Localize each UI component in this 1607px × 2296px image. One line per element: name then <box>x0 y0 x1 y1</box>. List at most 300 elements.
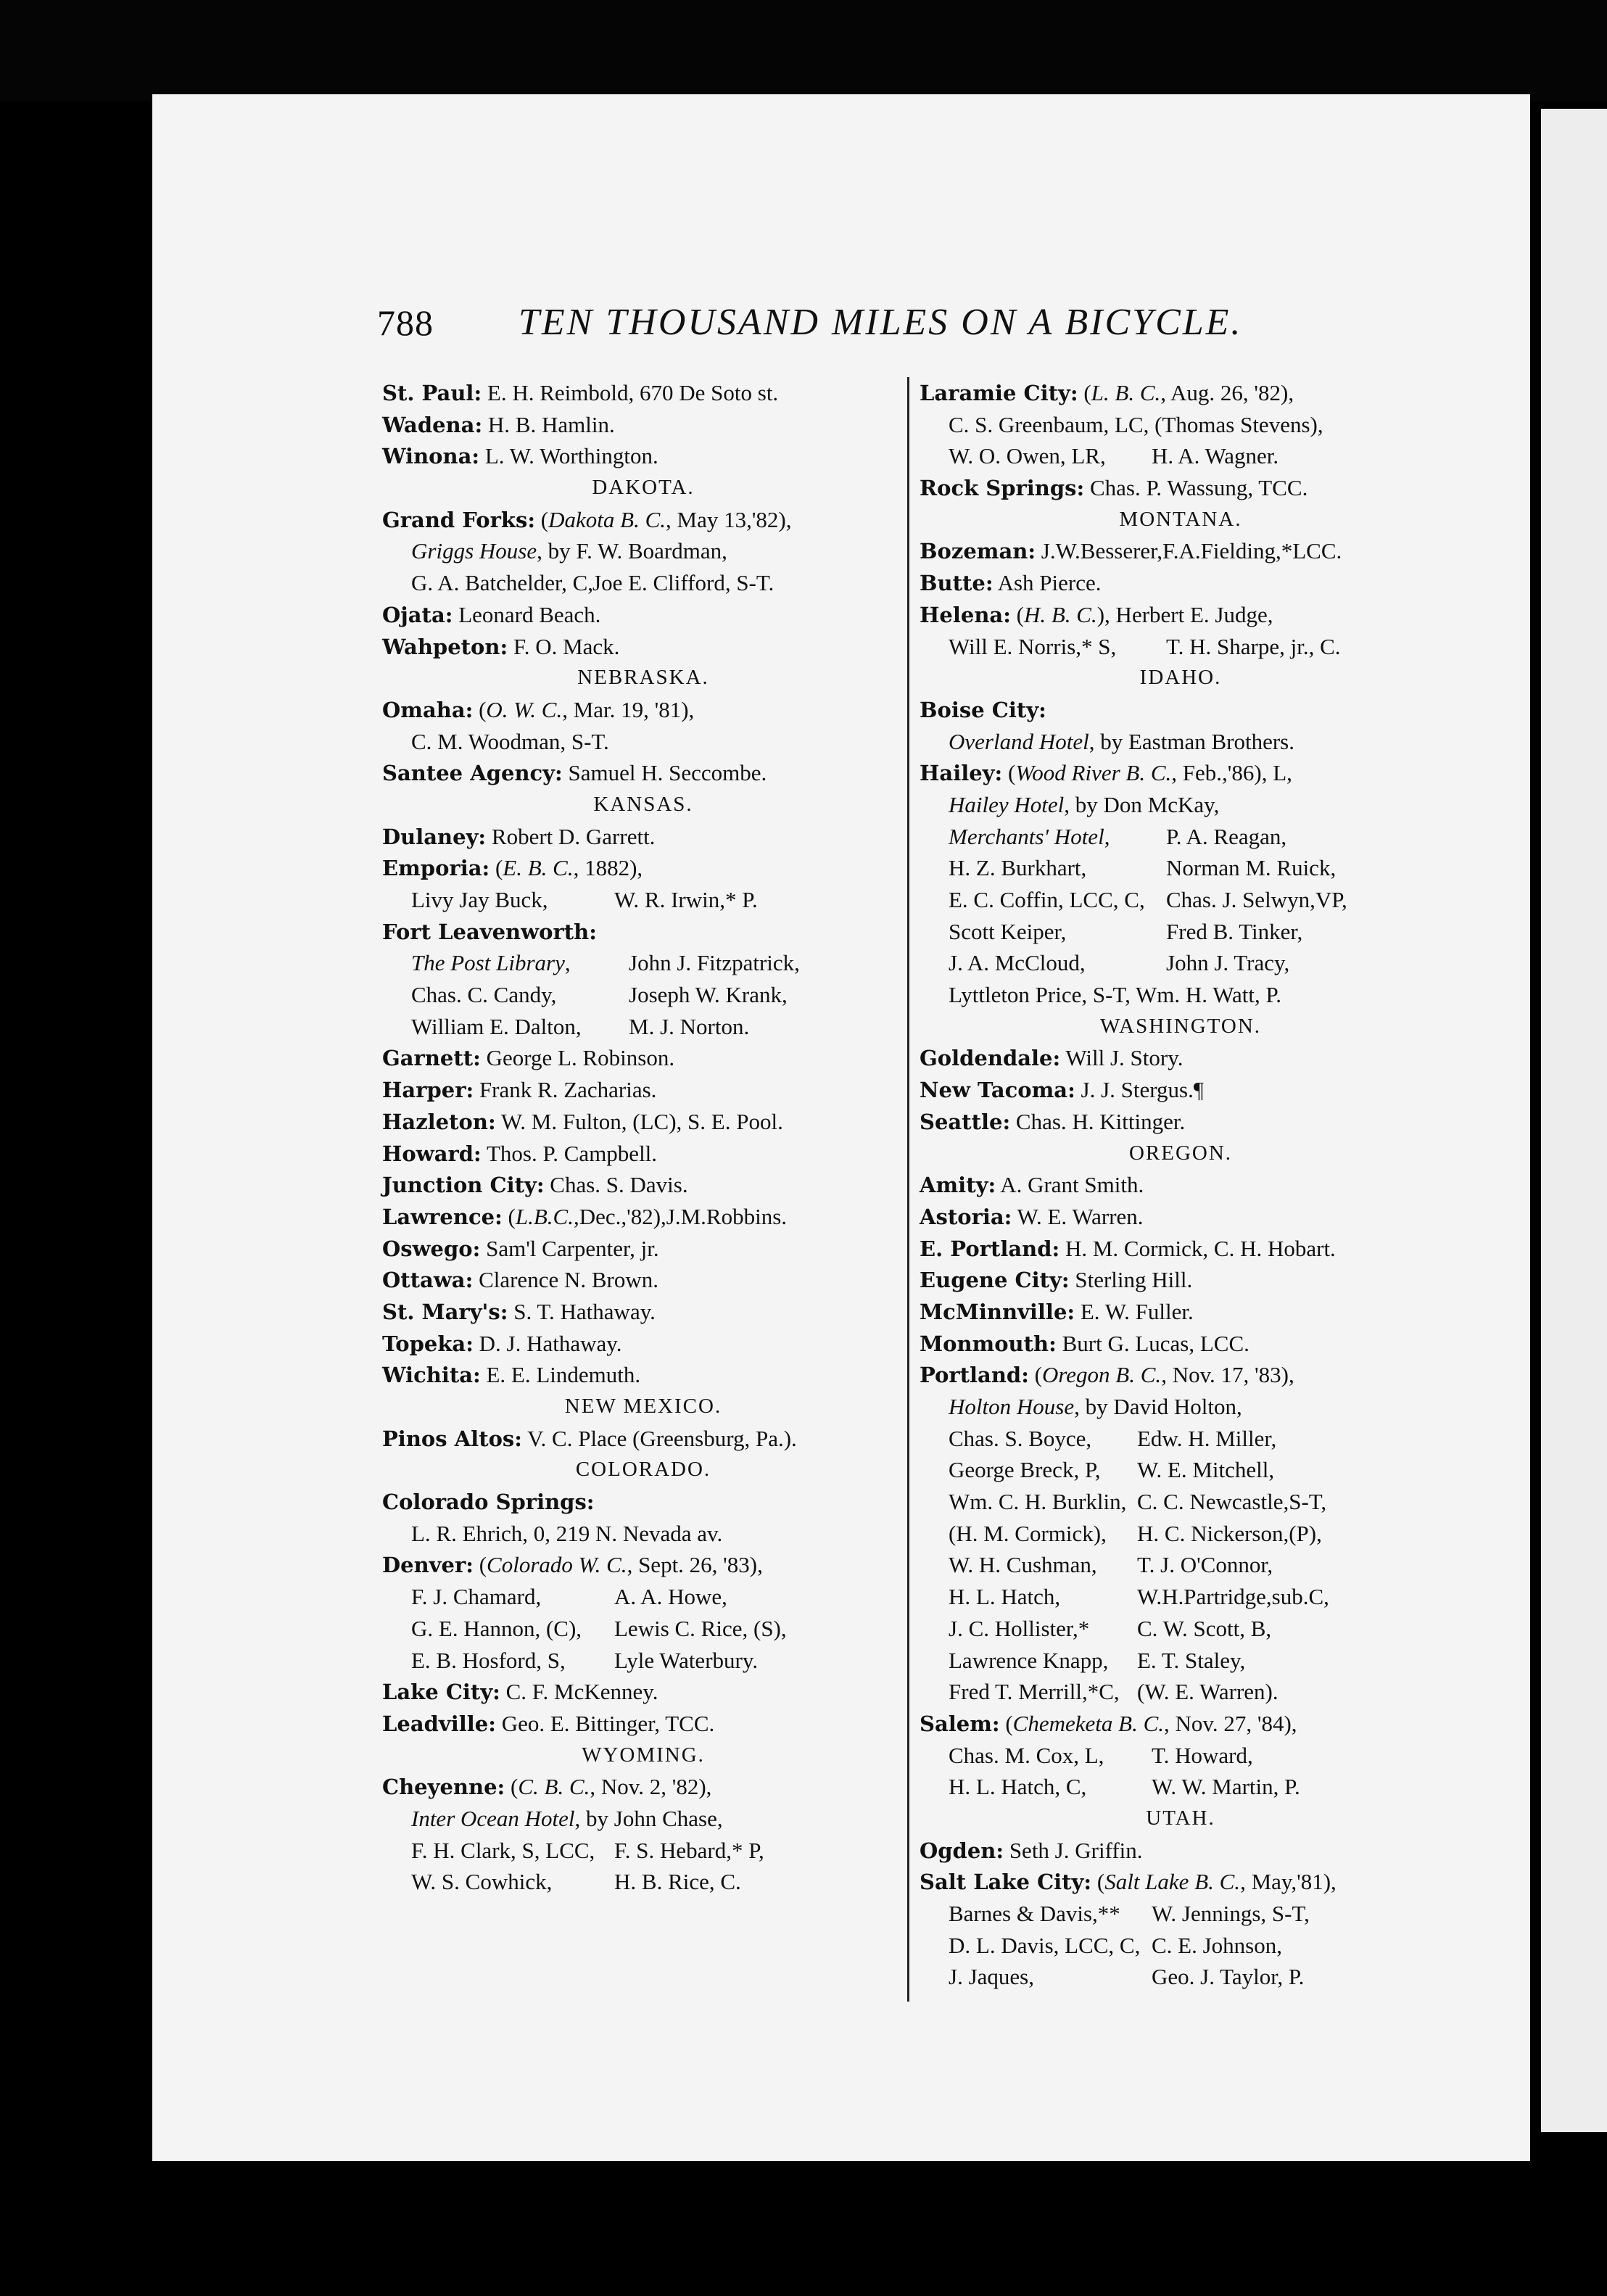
entry-text: , May 13,'82), <box>666 506 792 532</box>
entry-text: , by Eastman Brothers. <box>1088 728 1294 754</box>
entry-text: ,Dec.,'82),J.M.Robbins. <box>573 1203 788 1229</box>
directory-entry <box>382 377 904 409</box>
place-name: Wichita: <box>382 1363 481 1388</box>
entry-text-second: W.H.Partridge,sub.C, <box>1137 1584 1329 1610</box>
club-or-hotel-name: O. W. C. <box>486 696 563 722</box>
entry-text: C. M. Woodman, S-T. <box>411 728 609 754</box>
entry-text: Burt G. Lucas, LCC. <box>1056 1330 1249 1356</box>
entry-continuation <box>920 789 1442 821</box>
directory-entry <box>382 504 904 536</box>
entry-text: W. S. Cowhick, <box>411 1869 553 1895</box>
entry-text: , <box>1104 823 1110 849</box>
entry-continuation <box>920 916 1442 948</box>
entry-continuation <box>382 1645 904 1677</box>
entry-text: ( <box>489 855 503 881</box>
place-name: Helena: <box>920 602 1011 627</box>
club-or-hotel-name: Oregon B. C. <box>1042 1362 1162 1388</box>
entry-text: E. W. Fuller. <box>1075 1298 1194 1324</box>
entry-continuation <box>920 1898 1442 1930</box>
entry-text-second: (W. E. Warren). <box>1137 1679 1278 1705</box>
directory-column-left <box>382 377 904 1898</box>
entry-text: J.W.Besserer,F.A.Fielding,*LCC. <box>1036 538 1342 564</box>
club-or-hotel-name: C. B. C. <box>518 1774 590 1800</box>
place-name: Harper: <box>382 1078 474 1103</box>
entry-continuation <box>920 440 1442 472</box>
directory-entry <box>382 1169 904 1201</box>
entry-text-second: E. T. Staley, <box>1137 1647 1246 1673</box>
directory-entry <box>920 1074 1442 1106</box>
place-name: Pinos Altos: <box>382 1426 522 1451</box>
state-heading: NEBRASKA. <box>577 666 709 690</box>
entry-text-second: P. A. Reagan, <box>1166 823 1287 849</box>
entry-text: , Nov. 27, '84), <box>1164 1710 1297 1736</box>
directory-entry <box>382 631 904 663</box>
place-name: Salt Lake City: <box>920 1870 1092 1895</box>
entry-text-second: H. C. Nickerson,(P), <box>1137 1520 1322 1546</box>
entry-continuation <box>920 1486 1442 1518</box>
place-name: Goldendale: <box>920 1046 1061 1071</box>
entry-continuation <box>920 409 1442 441</box>
page-number: 788 <box>377 302 434 343</box>
entry-text: Chas. S. Davis. <box>544 1172 688 1198</box>
entry-text: ( <box>1091 1869 1105 1895</box>
entry-text: , Sept. 26, '83), <box>627 1552 763 1578</box>
entry-text-second: Geo. J. Taylor, P. <box>1152 1964 1305 1990</box>
entry-text: ( <box>999 1710 1013 1736</box>
place-name: St. Mary's: <box>382 1299 508 1324</box>
directory-entry <box>382 1233 904 1265</box>
entry-text: Chas. C. Candy, <box>411 982 557 1008</box>
directory-entry <box>920 535 1442 567</box>
entry-continuation <box>382 1866 904 1898</box>
entry-text-second: John J. Tracy, <box>1166 950 1290 976</box>
directory-entry <box>382 757 904 789</box>
directory-entry <box>382 599 904 631</box>
entry-continuation <box>920 1391 1442 1423</box>
entry-continuation <box>382 726 904 758</box>
entry-text: C. F. McKenney. <box>500 1679 658 1705</box>
directory-entry <box>920 694 1442 726</box>
entry-text: (H. M. Cormick), <box>949 1520 1107 1546</box>
entry-text-second: H. A. Wagner. <box>1152 443 1279 469</box>
entry-text-second: T. Howard, <box>1152 1742 1253 1768</box>
directory-entry <box>382 1771 904 1803</box>
entry-text: C. S. Greenbaum, LC, (Thomas Stevens), <box>949 411 1323 437</box>
place-name: Boise City: <box>920 697 1046 722</box>
place-name: Ottawa: <box>382 1268 474 1293</box>
directory-entry <box>920 1708 1442 1740</box>
place-name: Rock Springs: <box>920 476 1085 501</box>
directory-entry <box>920 1106 1442 1138</box>
entry-text: Chas. P. Wassung, TCC. <box>1084 475 1308 501</box>
entry-continuation <box>920 884 1442 916</box>
place-name: E. Portland: <box>920 1236 1060 1261</box>
club-or-hotel-name: Inter Ocean Hotel <box>411 1805 575 1831</box>
place-name: Hazleton: <box>382 1109 496 1134</box>
entry-continuation <box>920 1771 1442 1803</box>
place-name: Portland: <box>920 1363 1029 1388</box>
entry-text: ( <box>1028 1362 1042 1388</box>
entry-continuation <box>920 1740 1442 1772</box>
directory-entry <box>920 1042 1442 1074</box>
entry-text: , Mar. 19, '81), <box>562 696 695 722</box>
directory-entry <box>382 1138 904 1170</box>
entry-text-second: W. R. Irwin,* P. <box>614 887 758 912</box>
entry-continuation <box>382 535 904 567</box>
entry-text-second: Chas. J. Selwyn,VP, <box>1166 887 1347 912</box>
entry-text: Chas. H. Kittinger. <box>1010 1108 1186 1134</box>
entry-text: , by John Chase, <box>574 1805 723 1831</box>
entry-text-second: Lewis C. Rice, (S), <box>614 1615 787 1641</box>
entry-text: ( <box>1078 380 1091 405</box>
entry-text: , by David Holton, <box>1074 1394 1242 1419</box>
directory-entry <box>382 1676 904 1708</box>
entry-text: George L. Robinson. <box>480 1045 675 1071</box>
entry-text-second: Lyle Waterbury. <box>614 1647 759 1673</box>
entry-text: W. O. Owen, LR, <box>949 443 1106 469</box>
entry-continuation <box>382 979 904 1011</box>
entry-text: ( <box>1002 760 1016 786</box>
directory-entry <box>920 1169 1442 1201</box>
place-name: Cheyenne: <box>382 1775 505 1800</box>
entry-text-second: A. A. Howe, <box>614 1584 727 1610</box>
state-heading: NEW MEXICO. <box>564 1395 722 1418</box>
place-name: Denver: <box>382 1553 474 1578</box>
club-or-hotel-name: Wood River B. C. <box>1015 760 1172 786</box>
entry-text: ( <box>535 506 549 532</box>
entry-text: W. M. Fulton, (LC), S. E. Pool. <box>495 1108 783 1134</box>
entry-text-second: Edw. H. Miller, <box>1137 1425 1277 1451</box>
entry-text: H. M. Cormick, C. H. Hobart. <box>1059 1235 1336 1261</box>
entry-continuation <box>920 631 1442 663</box>
directory-entry <box>920 1264 1442 1296</box>
entry-text: Barnes & Davis,** <box>949 1901 1120 1926</box>
entry-text: L. R. Ehrich, 0, 219 N. Nevada av. <box>411 1520 723 1546</box>
entry-continuation <box>920 852 1442 884</box>
entry-text: William E. Dalton, <box>411 1013 582 1039</box>
place-name: Oswego: <box>382 1236 481 1261</box>
entry-continuation <box>382 1011 904 1043</box>
entry-continuation <box>920 821 1442 853</box>
state-heading: WASHINGTON. <box>1099 1014 1262 1038</box>
directory-entry <box>382 1708 904 1740</box>
entry-text: , by Don McKay, <box>1064 791 1220 817</box>
directory-entry <box>920 1359 1442 1391</box>
entry-text: G. A. Batchelder, C, <box>411 570 594 596</box>
place-name: Wadena: <box>382 412 483 437</box>
club-or-hotel-name: Merchants' Hotel <box>949 823 1104 849</box>
entry-text: Livy Jay Buck, <box>411 887 548 912</box>
entry-text: ( <box>473 696 487 722</box>
entry-text-second: Fred B. Tinker, <box>1166 918 1303 944</box>
place-name: Lake City: <box>382 1680 500 1705</box>
place-name: Seattle: <box>920 1109 1011 1134</box>
entry-continuation <box>920 1518 1442 1550</box>
entry-text: E. C. Coffin, LCC, C, <box>949 887 1145 912</box>
directory-entry <box>382 1328 904 1360</box>
entry-text: Will J. Story. <box>1060 1045 1183 1071</box>
entry-continuation <box>920 726 1442 758</box>
entry-text-second: T. H. Sharpe, jr., C. <box>1166 633 1341 659</box>
directory-entry <box>920 472 1442 504</box>
directory-entry <box>382 1296 904 1328</box>
club-or-hotel-name: Hailey Hotel <box>949 791 1065 817</box>
state-heading: OREGON. <box>1128 1141 1233 1165</box>
directory-entry <box>382 821 904 853</box>
entry-text: Lyttleton Price, S-T, Wm. H. Watt, P. <box>949 982 1282 1008</box>
entry-text: Leonard Beach. <box>453 601 601 627</box>
place-name: New Tacoma: <box>920 1078 1075 1103</box>
entry-continuation <box>382 1835 904 1867</box>
place-name: Laramie City: <box>920 381 1078 405</box>
place-name: Howard: <box>382 1141 482 1166</box>
entry-continuation <box>382 1581 904 1613</box>
place-name: Garnett: <box>382 1046 481 1071</box>
directory-entry <box>920 599 1442 631</box>
state-heading: MONTANA. <box>1119 507 1242 531</box>
directory-entry <box>382 694 904 726</box>
entry-text: George Breck, P, <box>949 1457 1101 1483</box>
club-or-hotel-name: Holton House <box>949 1394 1075 1419</box>
entry-text: W. E. Warren. <box>1012 1203 1144 1229</box>
entry-continuation <box>382 567 904 599</box>
entry-text: H. B. Hamlin. <box>482 411 615 437</box>
entry-text: S. T. Hathaway. <box>508 1298 656 1324</box>
directory-entry <box>920 377 1442 409</box>
directory-entry <box>382 852 904 884</box>
place-name: Leadville: <box>382 1711 496 1736</box>
entry-text: E. B. Hosford, S, <box>411 1647 566 1673</box>
club-or-hotel-name: The Post Library <box>411 950 565 976</box>
page-header <box>377 294 1320 352</box>
entry-text: H. L. Hatch, <box>949 1584 1061 1610</box>
place-name: St. Paul: <box>382 381 482 405</box>
entry-text: Clarence N. Brown. <box>473 1267 658 1293</box>
entry-text: Robert D. Garrett. <box>486 823 656 849</box>
entry-text-second: T. J. O'Connor, <box>1137 1552 1273 1578</box>
state-heading: UTAH. <box>1146 1806 1215 1830</box>
place-name: Salem: <box>920 1711 1000 1736</box>
club-or-hotel-name: Griggs House <box>411 538 537 564</box>
entry-text: , 1882), <box>573 855 643 881</box>
entry-text: Lawrence Knapp, <box>949 1647 1109 1673</box>
entry-text: , Aug. 26, '82), <box>1160 380 1294 405</box>
place-name: Winona: <box>382 444 480 469</box>
entry-text-second: F. S. Hebard,* P, <box>614 1837 764 1863</box>
directory-entry <box>382 1074 904 1106</box>
entry-text: , Nov. 17, '83), <box>1161 1362 1294 1388</box>
entry-continuation <box>920 979 1442 1011</box>
place-name: Wahpeton: <box>382 634 508 659</box>
entry-continuation <box>382 1803 904 1835</box>
entry-text: D. J. Hathaway. <box>473 1330 622 1356</box>
entry-text-second: M. J. Norton. <box>629 1013 750 1039</box>
directory-entry <box>382 409 904 441</box>
entry-continuation <box>920 1645 1442 1677</box>
entry-text-second: John J. Fitzpatrick, <box>629 950 800 976</box>
state-heading: COLORADO. <box>575 1458 711 1482</box>
scan-border <box>0 0 1607 102</box>
entry-text-second: C. C. Newcastle,S-T, <box>1137 1489 1327 1515</box>
entry-text-second: Joseph W. Krank, <box>629 982 788 1008</box>
entry-text: F. H. Clark, S, LCC, <box>411 1837 595 1863</box>
place-name: Dulaney: <box>382 824 487 849</box>
entry-text-second: H. B. Rice, C. <box>614 1869 741 1895</box>
entry-text: , Feb.,'86), L, <box>1171 760 1292 786</box>
club-or-hotel-name: H. B. C. <box>1023 601 1097 627</box>
entry-text: Wm. C. H. Burklin, <box>949 1489 1127 1515</box>
entry-text: Samuel H. Seccombe. <box>562 760 767 786</box>
directory-entry <box>920 1866 1442 1898</box>
directory-entry <box>920 1233 1442 1265</box>
entry-text: E. E. Lindemuth. <box>480 1362 641 1388</box>
entry-text-second: Joe E. Clifford, S-T. <box>592 570 774 596</box>
entry-text: F. J. Chamard, <box>411 1584 542 1610</box>
directory-entry <box>382 916 904 948</box>
state-heading: DAKOTA. <box>592 476 695 500</box>
place-name: Lawrence: <box>382 1204 503 1229</box>
entry-text-second: Norman M. Ruick, <box>1166 855 1337 881</box>
entry-text: ( <box>502 1203 516 1229</box>
place-name: Bozeman: <box>920 539 1036 564</box>
directory-entry <box>920 1835 1442 1867</box>
directory-entry <box>920 1296 1442 1328</box>
place-name: Junction City: <box>382 1173 545 1198</box>
directory-entry <box>382 1549 904 1581</box>
entry-text: D. L. Davis, LCC, C, <box>949 1932 1141 1958</box>
entry-continuation <box>382 1613 904 1645</box>
place-name: Amity: <box>920 1173 996 1198</box>
entry-text-second: C. E. Johnson, <box>1152 1932 1282 1958</box>
place-name: Emporia: <box>382 856 490 881</box>
place-name: Santee Agency: <box>382 761 563 786</box>
entry-text: , May,'81), <box>1240 1869 1337 1895</box>
directory-entry <box>382 1359 904 1391</box>
entry-text: J. C. Hollister,* <box>949 1615 1090 1641</box>
entry-text: H. Z. Burkhart, <box>949 855 1087 881</box>
entry-continuation <box>920 1961 1442 1993</box>
club-or-hotel-name: E. B. C. <box>503 855 574 881</box>
club-or-hotel-name: Overland Hotel <box>949 728 1089 754</box>
entry-text: Geo. E. Bittinger, TCC. <box>495 1710 715 1736</box>
club-or-hotel-name: Chemeketa B. C. <box>1012 1710 1164 1736</box>
entry-text: Will E. Norris,* S, <box>949 633 1117 659</box>
state-heading: KANSAS. <box>593 792 693 816</box>
place-name: Monmouth: <box>920 1331 1057 1356</box>
club-or-hotel-name: L. B. C. <box>1091 380 1161 405</box>
directory-entry <box>382 1264 904 1296</box>
place-name: Fort Leavenworth: <box>382 919 597 944</box>
entry-text: L. W. Worthington. <box>479 443 658 469</box>
column-rule <box>907 377 909 2002</box>
entry-text: Fred T. Merrill,*C, <box>949 1679 1120 1705</box>
entry-text: ( <box>1010 601 1024 627</box>
entry-text: , Nov. 2, '82), <box>590 1774 712 1800</box>
entry-text: Scott Keiper, <box>949 918 1067 944</box>
directory-entry <box>382 1042 904 1074</box>
entry-text: Frank R. Zacharias. <box>474 1077 657 1103</box>
entry-text-second: W. E. Mitchell, <box>1137 1457 1275 1483</box>
directory-entry <box>920 757 1442 789</box>
entry-text: Sam'l Carpenter, jr. <box>480 1235 659 1261</box>
entry-text: J. J. Stergus.¶ <box>1075 1077 1204 1103</box>
directory-entry <box>382 1486 904 1518</box>
place-name: Colorado Springs: <box>382 1490 595 1515</box>
place-name: Ogden: <box>920 1838 1004 1863</box>
entry-text: Seth J. Griffin. <box>1004 1837 1143 1863</box>
club-or-hotel-name: Dakota B. C. <box>548 506 666 532</box>
place-name: Butte: <box>920 571 993 596</box>
entry-continuation <box>920 1454 1442 1486</box>
entry-text: ), Herbert E. Judge, <box>1096 601 1273 627</box>
state-heading: WYOMING. <box>582 1743 705 1767</box>
entry-continuation <box>920 947 1442 979</box>
entry-text: J. Jaques, <box>949 1964 1034 1990</box>
entry-text: F. O. Mack. <box>508 633 620 659</box>
entry-continuation <box>382 947 904 979</box>
directory-entry <box>382 1201 904 1233</box>
entry-text: ( <box>473 1552 487 1578</box>
entry-text-second: W. Jennings, S-T, <box>1152 1901 1310 1926</box>
place-name: Astoria: <box>920 1204 1012 1229</box>
club-or-hotel-name: L.B.C. <box>515 1203 574 1229</box>
entry-text: A. Grant Smith. <box>996 1172 1144 1198</box>
place-name: Eugene City: <box>920 1268 1070 1293</box>
entry-continuation <box>920 1930 1442 1962</box>
entry-continuation <box>382 884 904 916</box>
club-or-hotel-name: Salt Lake B. C. <box>1104 1869 1241 1895</box>
state-heading: IDAHO. <box>1139 666 1222 690</box>
entry-continuation <box>382 1518 904 1550</box>
entry-text: Thos. P. Campbell. <box>481 1140 658 1166</box>
entry-text: Chas. M. Cox, L, <box>949 1742 1104 1768</box>
entry-continuation <box>920 1423 1442 1455</box>
place-name: Topeka: <box>382 1331 474 1356</box>
club-or-hotel-name: Colorado W. C. <box>487 1552 627 1578</box>
next-page-edge <box>1541 109 1607 2132</box>
place-name: Grand Forks: <box>382 507 536 532</box>
entry-continuation <box>920 1581 1442 1613</box>
entry-text: Chas. S. Boyce, <box>949 1425 1092 1451</box>
entry-text: V. C. Place (Greensburg, Pa.). <box>521 1425 797 1451</box>
directory-column-right <box>920 377 1442 1993</box>
entry-text: W. H. Cushman, <box>949 1552 1097 1578</box>
entry-text: , <box>564 950 571 976</box>
entry-continuation <box>920 1549 1442 1581</box>
directory-entry <box>382 440 904 472</box>
entry-text: ( <box>505 1774 519 1800</box>
entry-text: J. A. McCloud, <box>949 950 1086 976</box>
entry-continuation <box>920 1676 1442 1708</box>
place-name: Omaha: <box>382 697 474 722</box>
place-name: Hailey: <box>920 761 1003 786</box>
place-name: Ojata: <box>382 602 453 627</box>
directory-entry <box>382 1106 904 1138</box>
entry-text: , by F. W. Boardman, <box>537 538 727 564</box>
place-name: McMinnville: <box>920 1299 1075 1324</box>
entry-text: G. E. Hannon, (C), <box>411 1615 582 1641</box>
entry-text: Ash Pierce. <box>993 570 1102 596</box>
entry-text: E. H. Reimbold, 670 De Soto st. <box>482 380 779 405</box>
directory-entry <box>920 567 1442 599</box>
entry-text: Sterling Hill. <box>1069 1267 1193 1293</box>
entry-text: H. L. Hatch, C, <box>949 1774 1087 1800</box>
running-title: TEN THOUSAND MILES ON A BICYCLE. <box>519 302 1243 343</box>
entry-continuation <box>920 1613 1442 1645</box>
directory-entry <box>920 1328 1442 1360</box>
entry-text-second: C. W. Scott, B, <box>1137 1615 1272 1641</box>
entry-text-second: W. W. Martin, P. <box>1152 1774 1300 1800</box>
